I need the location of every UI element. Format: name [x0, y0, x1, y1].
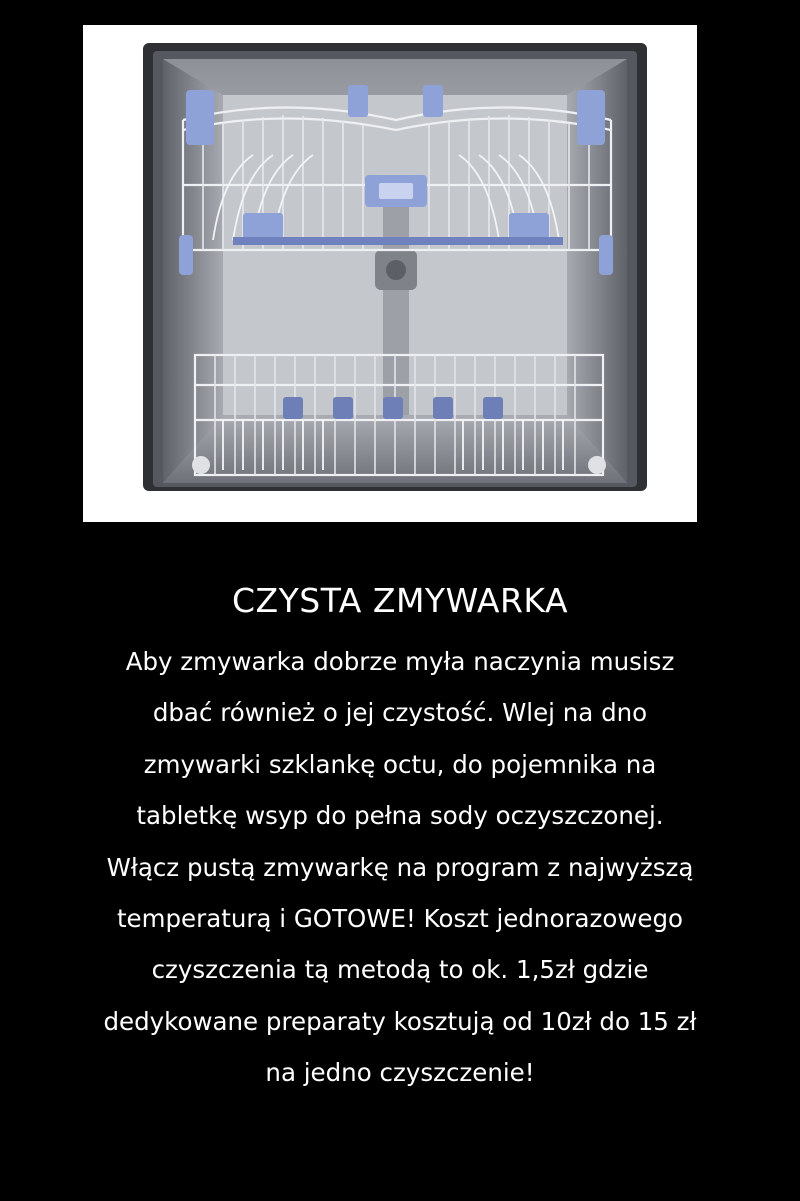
- body-line: zmywarki szklankę octu, do pojemnika na: [143, 749, 657, 779]
- body-line: na jedno czyszczenie!: [265, 1058, 535, 1088]
- body-line: tabletkę wsyp do pełna sody oczyszczonej.: [136, 801, 664, 831]
- body-line: dedykowane preparaty kosztują od 10zł do 15 zł: [103, 1006, 697, 1036]
- body-line: dbać również o jej czystość. Wlej na dno: [152, 698, 648, 728]
- body-line: Aby zmywarka dobrze myła naczynia musisz: [125, 647, 675, 676]
- dishwasher-photo: [83, 25, 697, 522]
- body-text: [0, 636, 800, 1099]
- body-line: czyszczenia tą metodą to ok. 1,5zł gdzie: [151, 955, 649, 985]
- body-line: temperaturą i GOTOWE! Koszt jednorazowego: [116, 904, 684, 934]
- dishwasher-interior-icon: [83, 25, 697, 522]
- page-title: CZYSTA ZMYWARKA: [231, 581, 569, 621]
- body-line: Włącz pustą zmywarkę na program z najwyższą: [106, 852, 694, 882]
